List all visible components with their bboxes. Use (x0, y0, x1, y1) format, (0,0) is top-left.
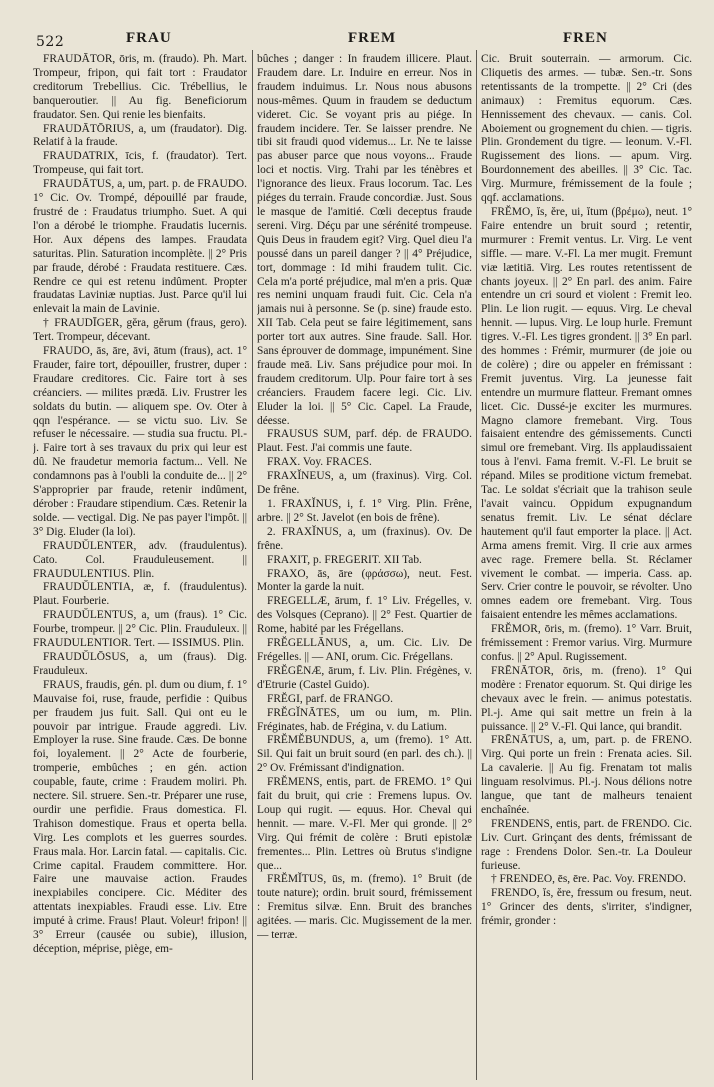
entry: FRENDENS, entis, part. de FRENDO. Cic. Liv. Curt. Grinçant des dents, frémissant de rage : Frendens Dolor. Sen.-tr. La Douleur furieuse. (481, 817, 692, 872)
entry: FRAUDATRIX, īcis, f. (fraudator). Tert. Trompeuse, qui fait tort. (33, 150, 247, 177)
entry: 1. FRAXĬNUS, i, f. 1° Virg. Plin. Frêne, arbre. || 2° St. Javelot (en bois de frêne). (257, 498, 472, 524)
entry: FRAUDŬLENTIA, æ, f. (fraudulentus). Plaut. Fourberie. (33, 581, 247, 608)
entry: FRAUDĀTŌRIUS, a, um (fraudator). Dig. Relatif à la fraude. (33, 122, 247, 149)
entry: FRĔGĬNĀTES, um ou ium, m. Plin. Fréginates, hab. de Frégina, v. du Latium. (257, 706, 472, 733)
entry: FRĔMO, ĭs, ĕre, ui, ĭtum (βρέμω), neut. 1° Faire entendre un bruit sourd ; retentir, murmurer : Fremit ventus. Lr. Virg. Le vent siffle. — mare. V.-Fl. La mer mugit. Fremunt viæ lætitiā. Virg. Les routes retentissent de chants joyeux. || 2° En parl. des anim. Faire entendre un cri sourd et violent : Fremit leo. Plin. Le lion rugit. — equus. Virg. Le cheval hennit. — lupus. Virg. Le loup hurle. Fremunt tigres. V.-Fl. Les tigres grondent. || 3° En parl. des hommes : Frémir, murmurer (de joie ou de colère) ; dire ou appeler en frémissant : Fremit juventus. Virg. La jeunesse fait entendre un murmure flatteur. Fremant omnes licet. Cic. Dussé-je exciter les murmures. Magno clamore fremebant. Virg. Tous faisaient entendre des gémissements. Cuncti simul ore fremebant. Virg. Ils applaudissaient tous à l'envi. Fama fremit. V.-Fl. Le bruit se répand. Miles se proditione victum fremebat. Tac. Le soldat s'écriait que la trahison seule l'avait vaincu. Oppidum expugnandum senatus fremit. Liv. Le sénat déclare hautement qu'il faut emporter la place. || Act. Arma amens fremit. Virg. Il crie aux armes avec rage. Fremere bella. St. Réclamer vivement le combat. — imperia. Cass. ap. Serv. Crier contre le pouvoir, se révolter. Uno omnes eadem ore fremebant. Virg. Tous faisaient entendre les mêmes acclamations. (481, 205, 692, 622)
entry: FRAUDĀTOR, ōris, m. (fraudo). Ph. Mart. Trompeur, fripon, qui fait tort : Fraudator creditorum Trebellius. Cic. Trébellius, le banqueroutier. || Au fig. Beneficiorum fraudator. Sen. Qui renie les bienfaits. (33, 53, 247, 121)
entry: bûches ; danger : In fraudem illicere. Plaut. Fraudem dare. Lr. Induire en erreur. Nos in fraudem induimus. Lr. Nous nous abusons nous-mêmes. Quum in fraudem se deductum videret. Cic. Se voyant pris au piége. In fraudem incidere. Ter. Se laisser prendre. Ne tibi sit fraudi quod videmus... Lr. Ne te laisse pas abuser parce que nous voyons... Fraude loci et noctis. Virg. Trahi par les ténèbres et l'ignorance des lieux. Fraus locorum. Tac. Les piéges du terrain. Fraude concordiæ. Just. Sous le masque de l'amitié. Cœli deceptus fraude sereni. Virg. Déçu par une sérénité trompeuse. Quis Deus in fraudem egit? Virg. Quel dieu l'a poussé dans un pareil danger ? || 4° Préjudice, tort, dommage : Id mihi fraudem tulit. Cic. Cela m'a porté préjudice, mal m'en a pris. Quæ res nemini unquam fraudi fuit. Cic. Cela n'a jamais nui à personne. Se (p. sine) fraude esto. XII Tab. Cela peut se faire légitimement, sans porter tort aux autres. Sine fraude. Sall. Hor. Sans éprouver de dommage, impunément. Sine fraude meā. Liv. Sans préjudice pour moi. In fraudem creditorum. Ulp. Pour faire tort à ses créanciers. Fraudem facere legi. Cic. Liv. Eluder la loi. || 5° Cic. Capel. La Fraude, déesse. (257, 53, 472, 427)
entry: FRĔGI, parf. de FRANGO. (267, 692, 393, 705)
entry: FRAUS, fraudis, gén. pl. dum ou dium, f. 1° Mauvaise foi, ruse, fraude, perfidie : Quibus per fraudem jus fuit. Sall. Qui ont eu le pouvoir par intrigue. Fraude aggredi. Liv. Employer la ruse. Sine fraude. Cæs. De bonne foi, loyalement. || 2° Acte de fourberie, tromperie, embûches ; en gén. action coupable, faute, crime : Fraudem moliri. Ph. nectere. Sil. struere. Sen.-tr. Préparer une ruse, ourdir une perfidie. Fraus domestica. Fl. Trahison domestique. Fraus et operta bella. Virg. Les complots et les guerres sourdes. Fraus mala. Hor. Larcin fatal. — capitalis. Cic. Crime capital. Fraudem committere. Hor. Faire une mauvaise action. Fraudes inexpiabiles concipere. Cic. Méditer des attentats inexpiables. Fraudi esse. Liv. Etre imputé à crime. Fraus! Plaut. Voleur! fripon! || 3° Erreur (causée ou subie), illusion, déception, méprise, piège, em- (33, 678, 247, 955)
entry: FRAX. Voy. FRACES. (267, 456, 372, 469)
header-left-word: FRAU (126, 30, 172, 46)
entry: FRĔGELLĀNUS, a, um. Cic. Liv. De Frégelles. || — ANI, orum. Cic. Frégellans. (257, 637, 472, 663)
entry: FRĒNĀTUS, a, um, part. p. de FRENO. Virg. Qui porte un frein : Frenata acies. Sil. La cavalerie. || Au fig. Frenatam tot malis linguam resolvimus. Pl.-j. Nous délions notre langue, que tant de malheurs tenaient enchaînée. (481, 734, 692, 816)
header-center-word: FREM (348, 30, 397, 46)
entry: FRAUDŬLENTUS, a, um (fraus). 1° Cic. Fourbe, trompeur. || 2° Cic. Plin. Frauduleux. || FRAUDULENTIOR. Tert. — ISSIMUS. Plin. (33, 609, 247, 650)
entry: 2. FRAXĬNUS, a, um (fraxinus). Ov. De frêne. (257, 525, 472, 552)
header-right-word: FREN (563, 30, 608, 46)
entry: FRĔMOR, ōris, m. (fremo). 1° Varr. Bruit, frémissement : Fremor varius. Virg. Murmure confus. || 2° Apul. Rugissement. (481, 623, 692, 663)
entry: FRENDO, ĭs, ĕre, fressum ou fresum, neut. 1° Grincer des dents, s'irriter, s'indigner, frémir, gronder : (481, 887, 692, 928)
entry: FRAUSUS SUM, parf. dép. de FRAUDO. Plaut. Fest. J'ai commis une faute. (257, 428, 472, 455)
entry: FREGELLÆ, ārum, f. 1° Liv. Frégelles, v. des Volsques (Ceprano). || 2° Fest. Quartier de Rome, habité par les Frégellans. (257, 595, 472, 636)
entry: † FRENDEO, ēs, ēre. Pac. Voy. FRENDO. (491, 873, 687, 886)
entry: FRĔGĒNÆ, ārum, f. Liv. Plin. Frégènes, v. d'Etrurie (Castel Guido). (257, 664, 472, 691)
entry: FRĒNĀTOR, ōris, m. (freno). 1° Qui modère : Frenator equorum. St. Qui dirige les chevaux avec le frein. — animus potestatis. Pl.-j. Ame qui sait mettre un frein à la puissance. || 2° V.-Fl. Qui lance, qui brandit. (481, 664, 692, 733)
entry: FRĔMĔBUNDUS, a, um (fremo). 1° Att. Sil. Qui fait un bruit sourd (en parl. des ch.). || 2° Ov. Frémissant d'indignation. (257, 734, 472, 775)
column-rule (476, 50, 477, 1080)
entry: FRAUDŬLŌSUS, a, um (fraus). Dig. Frauduleux. (33, 650, 247, 677)
column-middle (257, 53, 472, 1083)
entry: † FRAUDĪGER, gĕra, gĕrum (fraus, gero). Tert. Trompeur, décevant. (33, 317, 247, 344)
entry: FRAUDĀTUS, a, um, part. p. de FRAUDO. 1° Cic. Ov. Trompé, dépouillé par fraude, frustré de : Fraudatus triumpho. Suet. A qui l'on a dérobé le triomphe. Fraudatis lucernis. Hor. Aux dépens des lampes. Fraudata saturitas. Plin. Saturation incomplète. || 2° Pris par fraude, dérobé : Fraudata restituere. Cæs. Rendre ce qui est retenu indûment. Propter fraudatas Laviniæ nuptias. Just. Parce qu'il lui enlevait la main de Lavinie. (33, 178, 247, 316)
entry: FRAXIT, p. FREGERIT. XII Tab. (267, 553, 422, 566)
column-rule (252, 50, 253, 1080)
entry: FRAUDO, ās, āre, āvi, ātum (fraus), act. 1° Frauder, faire tort, dépouiller, frustrer, duper : Fraudare creditores. Cic. Faire tort à ses créanciers. — milites prædā. Liv. Frustrer les soldats du butin. — aliquem spe. Ov. Oter à qqn l'espérance. — se victu suo. Liv. Se refuser le nécessaire. — studia sua fructu. Pl.-j. Faire tort à ses travaux du prix qui leur est dû. Ne fraudetur memoria factum... Vell. Ne condamnons pas à l'oubli la conduite de... || 2° S'approprier par fraude, retenir indûment, dérober : Fraudare stipendium. Cæs. Retenir la solde. — vectigal. Dig. Ne pas payer l'impôt. || 3° Dig. Eluder (la loi). (33, 345, 247, 538)
running-header (0, 22, 714, 52)
entry: Cic. Bruit souterrain. — armorum. Cic. Cliquetis des armes. — tubæ. Sen.-tr. Sons retentissants de la trompette. || 2° Cri (des animaux) : Fremitus equorum. Cæs. Hennissement des chevaux. — canis. Col. Aboiement ou grognement du chien. — tigris. Plin. Grondement du tigre. — leonum. V.-Fl. Rugissement des lions. — apum. Virg. Bourdonnement des abeilles. || 3° Cic. Tac. Virg. Murmure, frémissement de la foule ; qqf. acclamations. (481, 53, 692, 205)
entry: FRAUDŬLENTER, adv. (fraudulentus). Cato. Col. Frauduleusement. || FRAUDULENTIUS. Plin. (33, 539, 247, 580)
column-left (33, 53, 247, 1083)
entry: FRAXĬNEUS, a, um (fraxinus). Virg. Col. De frêne. (257, 470, 472, 497)
page-number: 522 (36, 34, 65, 50)
entry: FRĔMENS, entis, part. de FREMO. 1° Qui fait du bruit, qui crie : Fremens lupus. Ov. Loup qui rugit. — equus. Hor. Cheval qui hennit. — mare. V.-Fl. Mer qui gronde. || 2° Virg. Qui frémit de colère : Bruti epistolæ frementes... Plin. Lettres où Brutus s'indigne que... (257, 776, 472, 872)
column-right (481, 53, 692, 1083)
entry: FRĔMĬTUS, ūs, m. (fremo). 1° Bruit (de toute nature); ordin. bruit sourd, frémissement : Fremitus silvæ. Enn. Bruit des branches agitées. — maris. Cic. Mugissement de la mer. — terræ. (257, 873, 472, 942)
entry: FRAXO, ās, āre (φράσσω), neut. Fest. Monter la garde la nuit. (257, 567, 472, 594)
